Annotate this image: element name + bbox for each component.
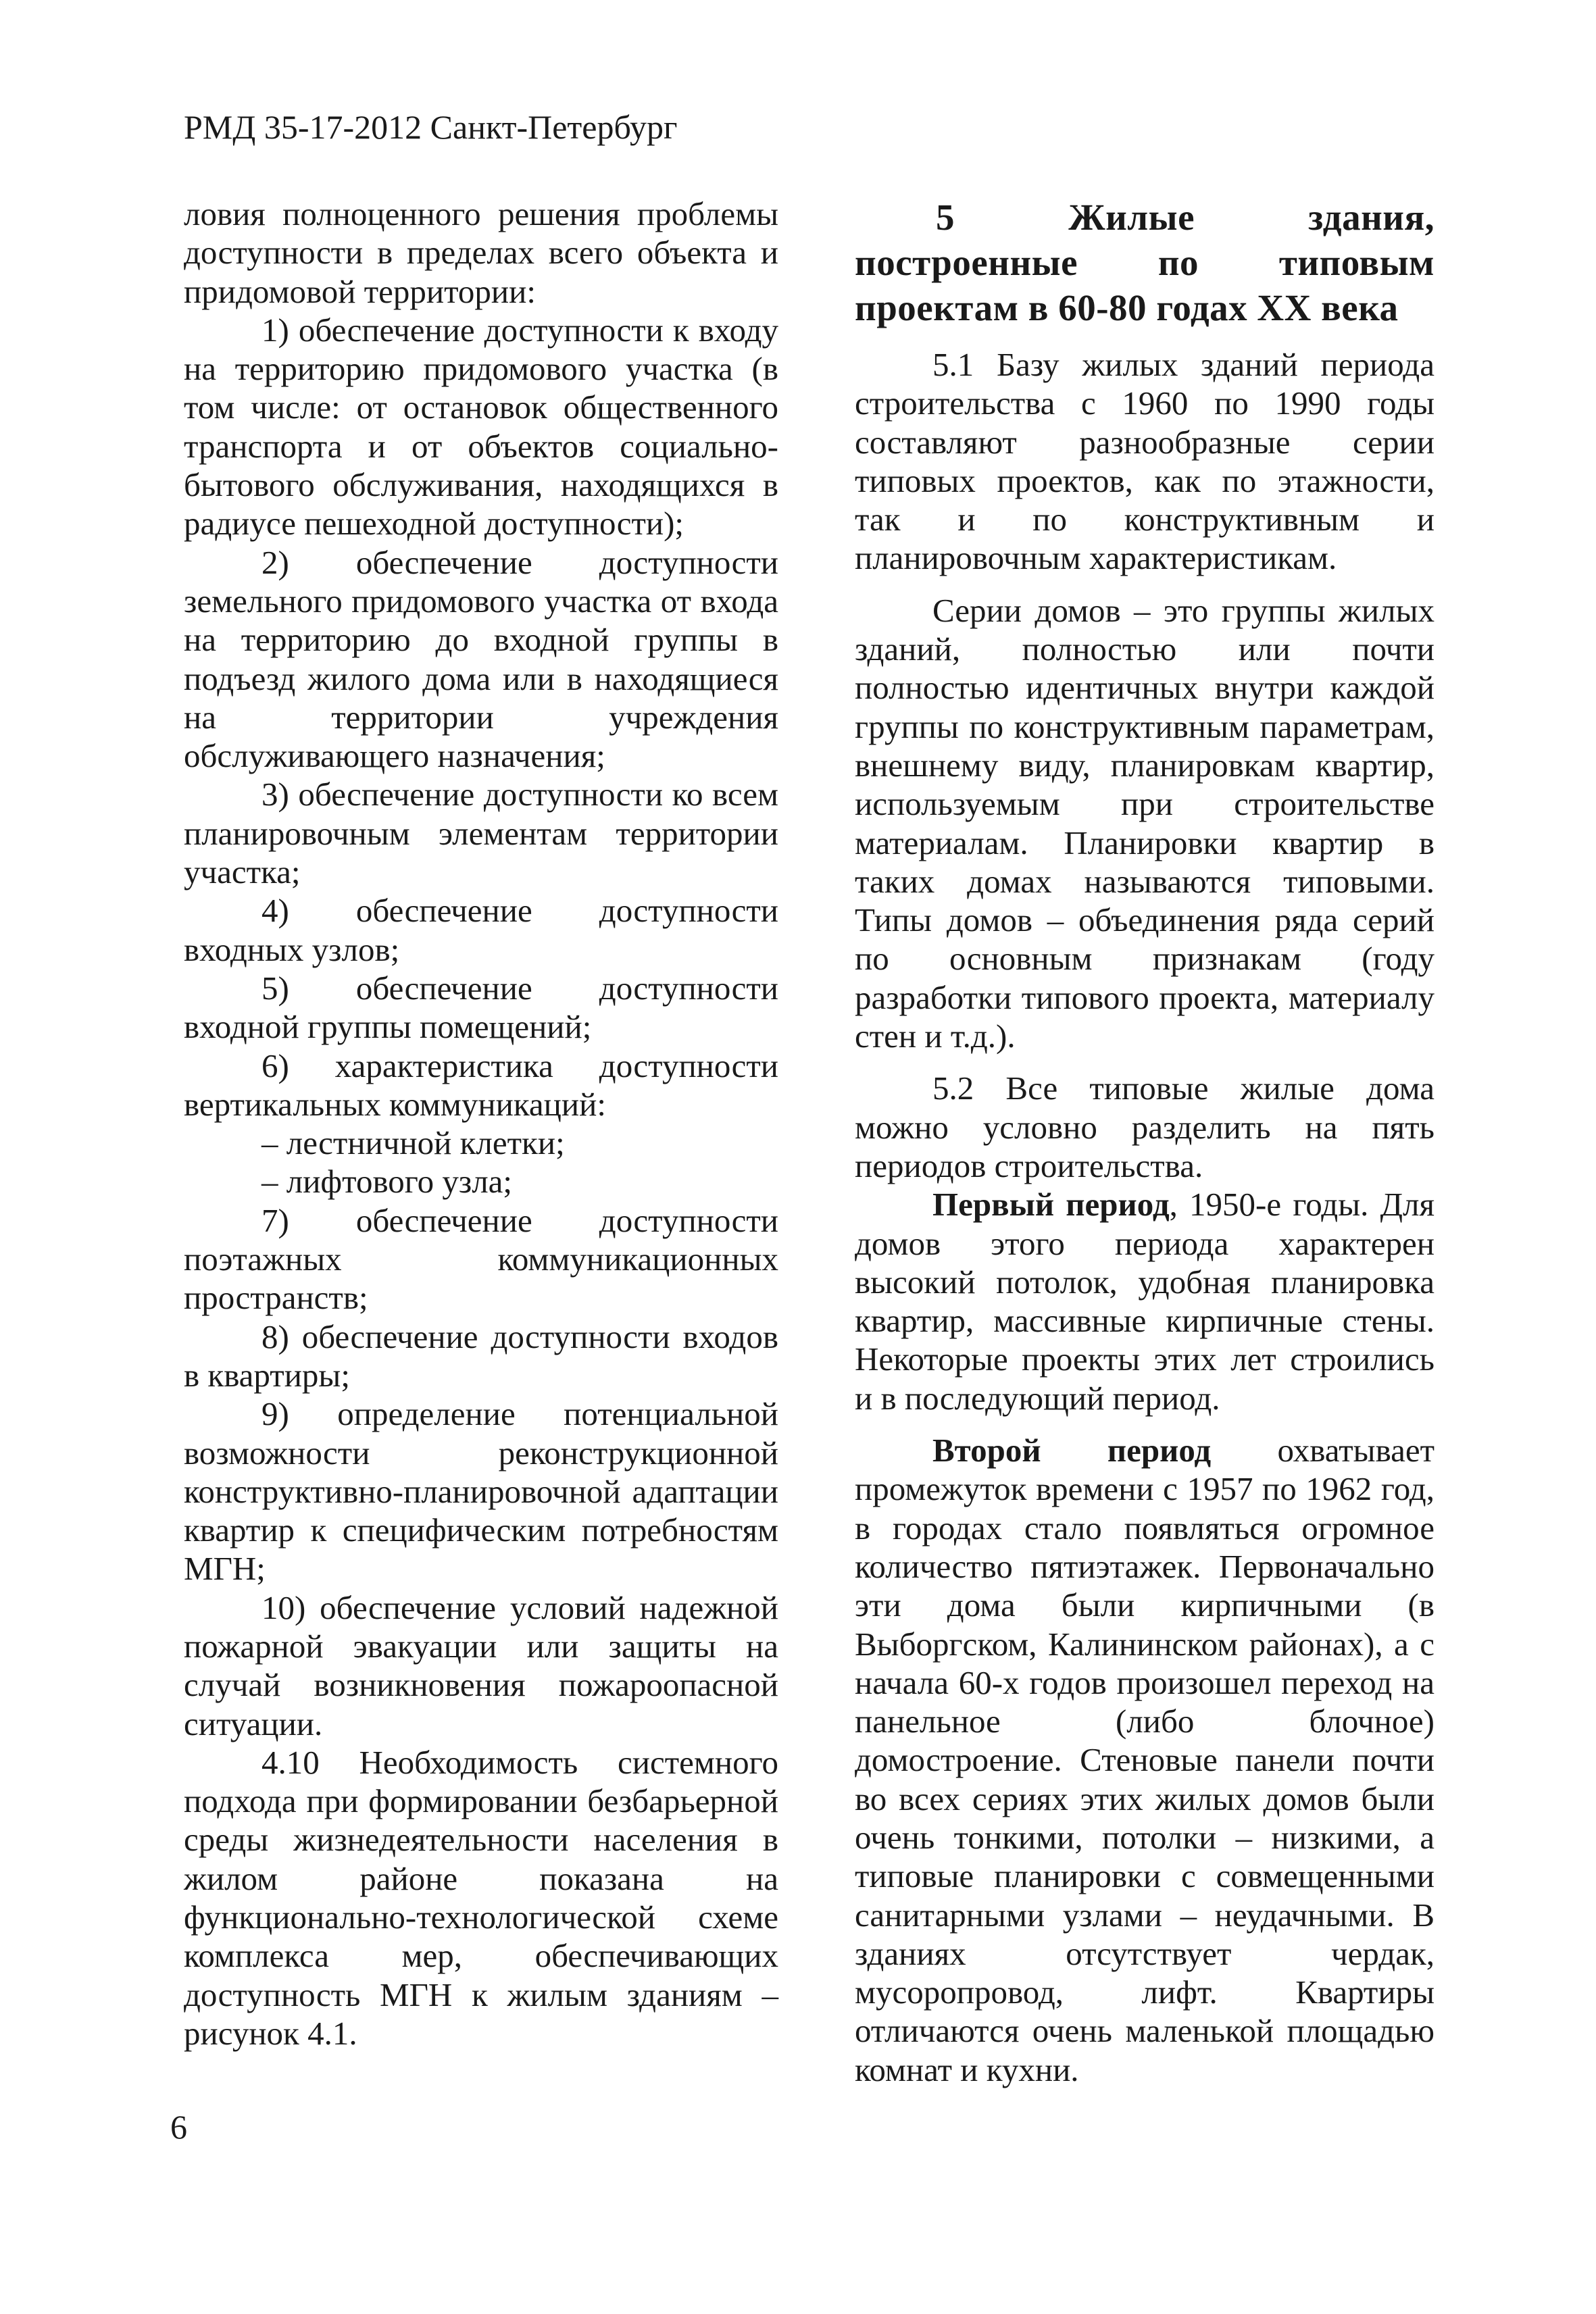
- paragraph: [855, 1431, 1435, 2089]
- list-item: 8) обеспечение доступности входов в квартиры;: [184, 1317, 778, 1394]
- paragraph: ловия полноценного решения проблемы доступности в пределах всего объекта и придомовой территории:: [184, 195, 778, 310]
- list-item: 7) обеспечение доступности поэтажных коммуникационных пространств;: [184, 1201, 778, 1317]
- paragraph: 5.2 Все типовые жилые дома можно условно разделить на пять периодов строительства.: [855, 1070, 1435, 1184]
- list-item: 6) характеристика доступности вертикальных коммуникаций:: [184, 1047, 778, 1123]
- left-column: [184, 195, 778, 2053]
- list-item: 9) определение потенциальной возможности реконструкционной конструктивно-планировочной адаптации квартир к специфическим потребностям МГН;: [184, 1395, 778, 1588]
- list-item: 10) обеспечение условий надежной пожарной эвакуации или защиты на случай возникновения пожароопасной ситуации.: [184, 1588, 778, 1742]
- paragraph: 4.10 Необходимость системного подхода при формировании безбарьерной среды жизнедеятельности населения в жилом районе показана на функционально-технологической схеме комплекса мер, обеспечивающих доступность МГН к жилым зданиям – рисунок 4.1.: [184, 1743, 778, 2052]
- list-item: 4) обеспечение доступности входных узлов;: [184, 892, 778, 968]
- list-item: 2) обеспечение доступности земельного придомового участка от входа на территорию до входной группы в подъезд жилого дома или в находящиеся на территории учреждения обслуживающего назначения;: [184, 543, 778, 775]
- paragraph-text: , 1950-е годы. Для домов этого периода характерен высокий потолок, удобная планировка квартир, массивные кирпичные стены. Некоторые проекты этих лет строились и в последующий период.: [855, 1186, 1435, 1417]
- paragraph: Серии домов – это группы жилых зданий, полностью или почти полностью идентичных внутри каждой группы по конструктивным параметрам, внешнему виду, планировкам квартир, используемым при строительстве материалам. Планировки квартир в таких домах называются типовыми. Типы домов – объединения ряда серий по основным признакам (году разработки типового проекта, материалу стен и т.д.).: [855, 591, 1435, 1055]
- list-item: 3) обеспечение доступности ко всем планировочным элементам территории участка;: [184, 776, 778, 891]
- period-label: Второй период: [932, 1432, 1212, 1469]
- list-item: 5) обеспечение доступности входной группы помещений;: [184, 969, 778, 1046]
- section-title: 5 Жилые здания, построенные по типовым проектам в 60-80 годах XX века: [855, 197, 1435, 328]
- sub-list-item: – лифтового узла;: [261, 1163, 513, 1201]
- page-number: 6: [170, 2108, 187, 2146]
- sub-list-item: – лестничной клетки;: [261, 1124, 565, 1162]
- paragraph: 5.1 Базу жилых зданий периода строительства с 1960 по 1990 годы составляют разнообразные серии типовых проектов, как по этажности, так и по конструктивным и планировочным характеристикам.: [855, 346, 1435, 577]
- paragraph-text: охватывает промежуток времени с 1957 по 1962 год, в городах стало появляться огромное количество пятиэтажек. Первоначально эти дома были кирпичными (в Выборгском, Калининском районах), а с начала 60-х годов произошел переход на панельное (либо блочное) домостроение. Стеновые панели почти во всех сериях этих жилых домов были очень тонкими, потолки – низкими, а типовые планировки с совмещенными санитарными узлами – неудачными. В зданиях отсутствует чердак, мусоропровод, лифт. Квартиры отличаются очень маленькой площадью комнат и кухни.: [855, 1432, 1435, 2088]
- list-item: 1) обеспечение доступности к входу на территорию придомового участка (в том числе: от остановок общественного транспорта и от объектов социально-бытового обслуживания, находящихся в радиусе пешеходной доступности);: [184, 311, 778, 543]
- period-label: Первый период: [932, 1186, 1170, 1224]
- right-column: [855, 195, 1435, 2089]
- page-header: РМД 35-17-2012 Санкт-Петербург: [184, 108, 678, 146]
- paragraph: [855, 1185, 1435, 1417]
